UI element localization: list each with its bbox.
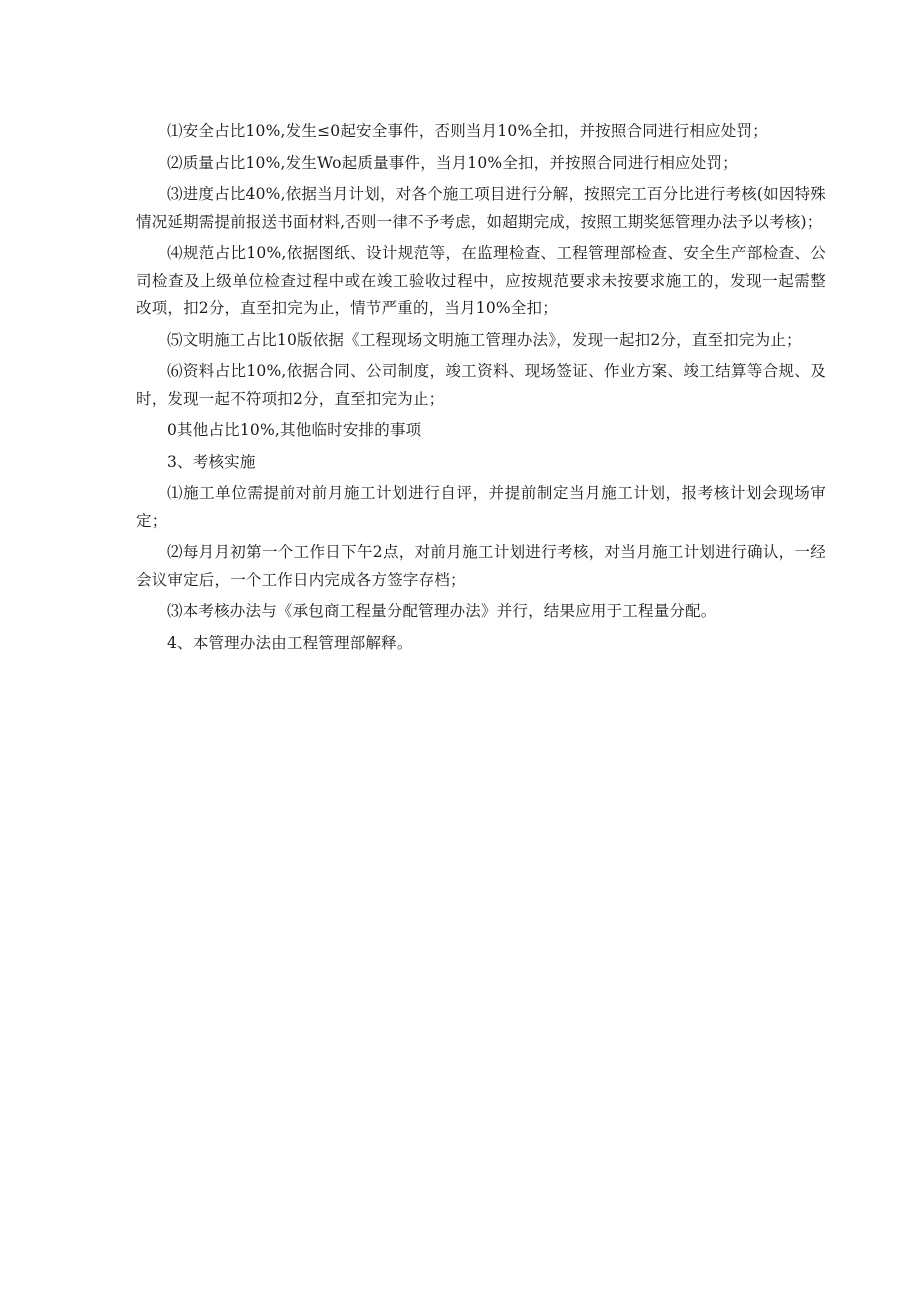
- paragraph-safety: ⑴安全占比10%,发生≤0起安全事件，否则当月10%全扣，并按照合同进行相应处罚；: [167, 122, 768, 140]
- paragraph-civilized-construction: ⑸文明施工占比10版依据《工程现场文明施工管理办法》，发现一起扣2分，直至扣完为止；: [167, 330, 802, 349]
- paragraph-documents: ⑹资料占比10%,依据合同、公司制度，竣工资料、现场签证、作业方案、竣工结算等合规、及时，发现一起不符项扣2分，直至扣完为止；: [136, 362, 826, 408]
- paragraph-monthly-review: ⑵每月月初第一个工作日下午2点，对前月施工计划进行考核，对当月施工计划进行确认，一经会议审定后，一个工作日内完成各方签字存档；: [136, 543, 826, 589]
- paragraph-quality: ⑵质量占比10%,发生Wo起质量事件，当月10%全扣，并按照合同进行相应处罚；: [167, 153, 738, 172]
- paragraph-standards: ⑷规范占比10%,依据图纸、设计规范等，在监理检查、工程管理部检查、安全生产部检查、公司检查及上级单位检查过程中或在竣工验收过程中，应按规范要求未按要求施工的，发现一起需整改项，扣2分，直至扣完为止，情节严重的，当月10%全扣；: [136, 244, 826, 317]
- paragraph-parallel-method: ⑶本考核办法与《承包商工程量分配管理办法》并行，结果应用于工程量分配。: [167, 602, 717, 620]
- document-body: [136, 118, 826, 661]
- section-heading-implementation: 3、考核实施: [167, 452, 256, 471]
- paragraph-progress: ⑶进度占比40%,依据当月计划，对各个施工项目进行分解，按照完工百分比进行考核(如因特殊情况延期需提前报送书面材料,否则一律不予考虑，如超期完成，按照工期奖惩管理办法予以考核)；: [136, 185, 826, 231]
- paragraph-other: 0其他占比10%,其他临时安排的事项: [167, 421, 422, 439]
- paragraph-interpretation: 4、本管理办法由工程管理部解释。: [167, 633, 413, 652]
- paragraph-self-evaluation: ⑴施工单位需提前对前月施工计划进行自评，并提前制定当月施工计划，报考核计划会现场审定；: [136, 484, 826, 530]
